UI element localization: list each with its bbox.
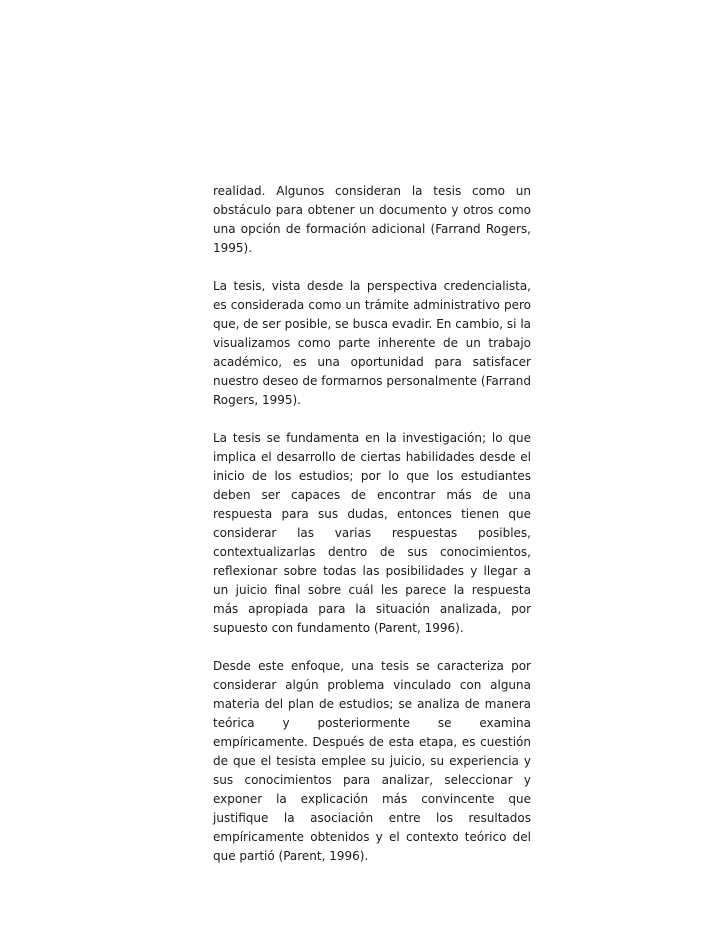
paragraph-2: La tesis, vista desde la perspectiva credencialista, es considerada como un trámite administrativo pero que, de ser posible, se busca evadir. En cambio, si la visualizamos como parte inherente de un trabajo académico, es una oportunidad para satisfacer nuestro deseo de formarnos personalmente (Farrand Rogers, 1995). — [213, 279, 531, 407]
paragraph-1: realidad. Algunos consideran la tesis como un obstáculo para obtener un documento y otros como una opción de formación adicional (Farrand Rogers, 1995). — [213, 184, 531, 255]
paragraph-3: La tesis se fundamenta en la investigación; lo que implica el desarrollo de ciertas habilidades desde el inicio de los estudios; por lo que los estudiantes deben ser capaces de encontrar más de una respuesta para sus dudas, entonces tienen que considerar las varias respuestas posibles, contextualizarlas dentro de sus conocimientos, reflexionar sobre todas las posibilidades y llegar a un juicio final sobre cuál les parece la respuesta más apropiada para la situación analizada, por supuesto con fundamento (Parent, 1996). — [213, 431, 531, 635]
body-text — [213, 182, 531, 866]
paragraph-4: Desde este enfoque, una tesis se caracteriza por considerar algún problema vinculado con alguna materia del plan de estudios; se analiza de manera teórica y posteriormente se examina empíricamente. Después de esta etapa, es cuestión de que el tesista emplee su juicio, su experiencia y sus conocimientos para analizar, seleccionar y exponer la explicación más convincente que justifique la asociación entre los resultados empíricamente obtenidos y el contexto teórico del que partió (Parent, 1996). — [213, 659, 531, 863]
